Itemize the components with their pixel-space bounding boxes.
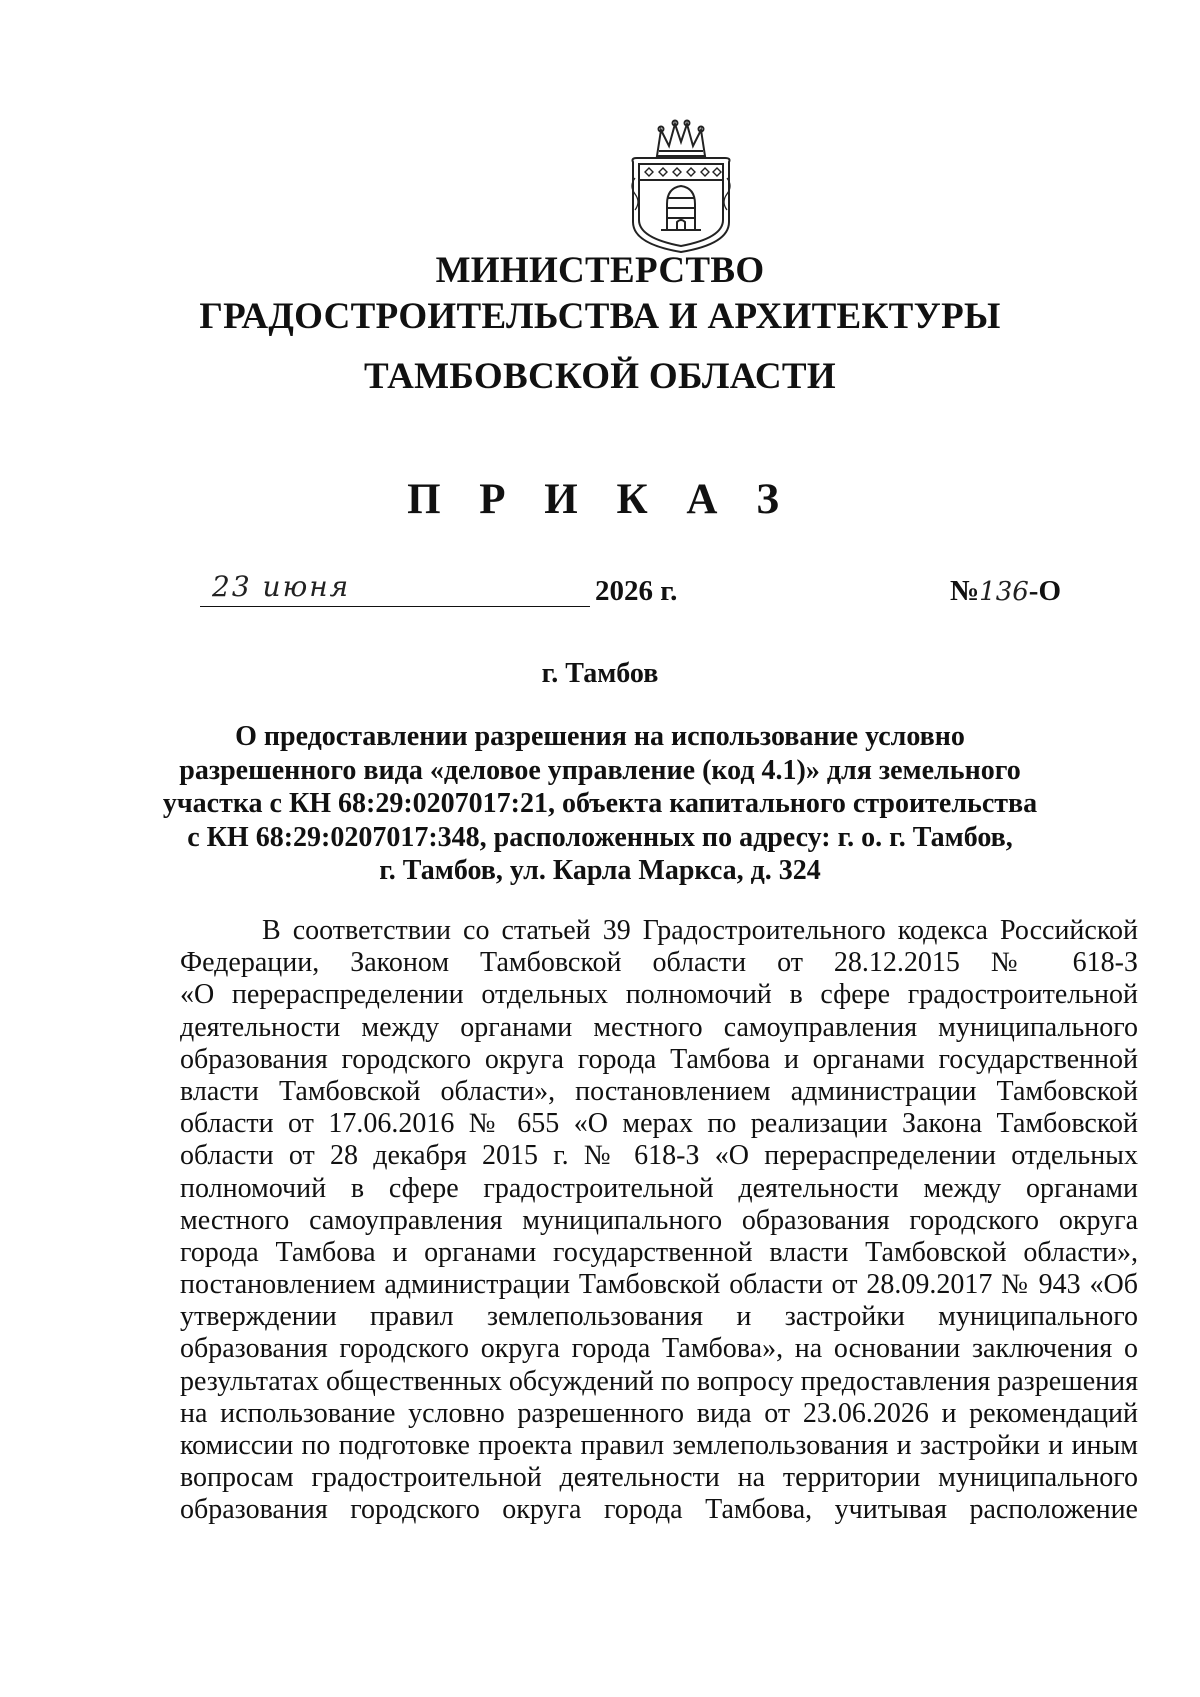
title-line: г. Тамбов, ул. Карла Маркса, д. 324: [379, 855, 821, 886]
ministry-name-line2: ГРАДОСТРОИТЕЛЬСТВА И АРХИТЕКТУРЫ: [199, 296, 1001, 337]
date-year: 2026 г.: [595, 575, 678, 607]
body-paragraph: [180, 915, 1138, 1527]
body-line: постановлением администрации Тамбовской области от 28.09.2017 № 943 «Об: [180, 1269, 1138, 1301]
body-line: полномочий в сфере градостроительной деятельности между органами: [180, 1172, 1138, 1204]
document-type: П Р И К А З: [407, 476, 793, 523]
body-line: комиссии по подготовке проекта правил землепользования и застройки и иным: [180, 1430, 1138, 1461]
body-line: образования городского округа города Тамбова, учитывая расположение: [180, 1494, 1138, 1526]
number-sign: №: [950, 575, 980, 607]
body-line: на использование условно разрешенного вида от 23.06.2026 и рекомендаций: [180, 1397, 1138, 1429]
body-line: области от 17.06.2016 № 655 «О мерах по реализации Закона Тамбовской: [180, 1108, 1138, 1140]
body-line: города Тамбова и органами государственной власти Тамбовской области»,: [180, 1236, 1138, 1268]
handwritten-date: 23 июня: [212, 570, 351, 603]
city-name: г. Тамбов: [541, 658, 659, 689]
handwritten-number: 136: [979, 577, 1029, 607]
body-line: утверждении правил землепользования и застройки муниципального: [180, 1301, 1138, 1333]
body-line: вопросам градостроительной деятельности на территории муниципального: [180, 1462, 1138, 1494]
body-line: результатах общественных обсуждений по вопросу предоставления разрешения: [180, 1365, 1138, 1397]
body-line: образования городского округа города Тамбова», на основании заключения о: [180, 1333, 1138, 1365]
body-line: Федерации, Законом Тамбовской области от 28.12.2015 № 618-З: [180, 947, 1138, 979]
region-name: ТАМБОВСКОЙ ОБЛАСТИ: [364, 356, 836, 397]
order-number: [950, 575, 1061, 608]
number-suffix: -О: [1028, 575, 1062, 607]
body-line: власти Тамбовской области», постановлением администрации Тамбовской: [180, 1075, 1138, 1107]
ministry-name-line1: МИНИСТЕРСТВО: [435, 250, 765, 291]
document-title: [0, 720, 1200, 888]
body-line: области от 28 декабря 2015 г. № 618-З «О перераспределении отдельных: [180, 1140, 1138, 1172]
body-line: «О перераспределении отдельных полномочий в сфере градостроительной: [180, 979, 1138, 1011]
body-line: местного самоуправления муниципального образования городского округа: [180, 1204, 1138, 1236]
title-line: участка с КН 68:29:0207017:21, объекта капитального строительства: [162, 788, 1038, 819]
body-line: В соответствии со статьей 39 Градостроительного кодекса Российской: [262, 915, 1138, 946]
coat-of-arms-icon: [627, 118, 735, 254]
title-line: с КН 68:29:0207017:348, расположенных по адресу: г. о. г. Тамбов,: [187, 821, 1013, 853]
title-line: разрешенного вида «деловое управление (код 4.1)» для земельного: [179, 754, 1021, 786]
date-underline: [200, 606, 590, 607]
body-line: деятельности между органами местного самоуправления муниципального: [180, 1011, 1138, 1043]
body-line: образования городского округа города Тамбова и органами государственной: [180, 1043, 1138, 1075]
title-line: О предоставлении разрешения на использование условно: [235, 721, 965, 752]
